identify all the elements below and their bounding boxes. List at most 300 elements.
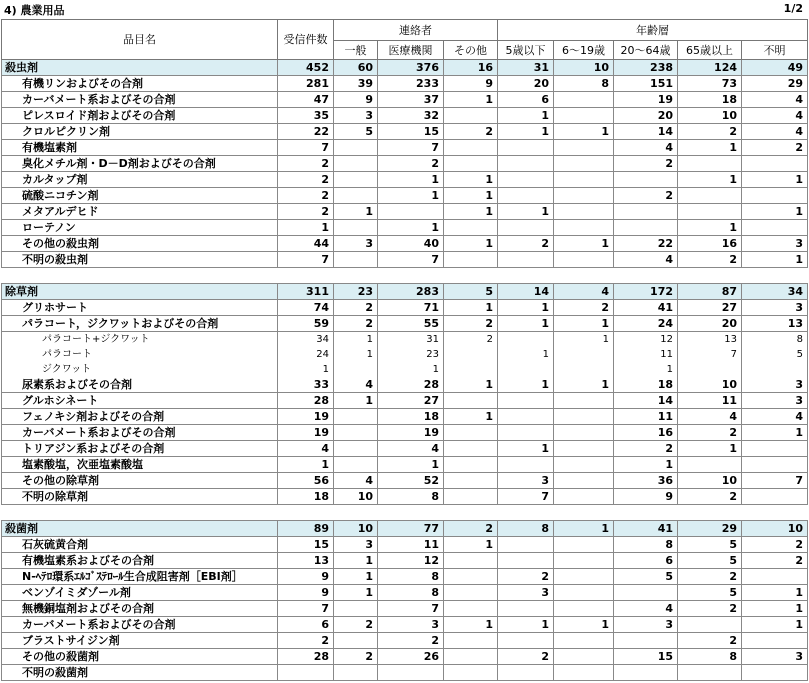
row-name: カーバメート系およびその合剤: [2, 617, 278, 633]
table-row: [2, 441, 808, 457]
row-value: 2: [614, 188, 678, 204]
row-value: 1: [378, 220, 444, 236]
row-value: [444, 252, 498, 268]
row-value: [678, 204, 742, 220]
row-name: 不明の除草剤: [2, 489, 278, 505]
row-value: [498, 457, 554, 473]
row-value: 7: [498, 489, 554, 505]
row-value: [614, 665, 678, 681]
row-name: グルホシネート: [2, 393, 278, 409]
row-value: 1: [554, 124, 614, 140]
row-value: [742, 441, 808, 457]
row-value: 233: [378, 76, 444, 92]
row-value: 22: [614, 236, 678, 252]
row-value: 44: [278, 236, 334, 252]
row-name: カーバメート系およびその合剤: [2, 425, 278, 441]
row-value: [444, 220, 498, 236]
row-value: 5: [678, 553, 742, 569]
row-value: [554, 156, 614, 172]
table-row: [2, 362, 808, 377]
row-value: 14: [498, 284, 554, 300]
col-contact-other: その他: [444, 41, 498, 60]
row-name: ジクワット: [2, 362, 278, 377]
row-value: 1: [278, 362, 334, 377]
row-value: 4: [278, 441, 334, 457]
row-value: 1: [334, 585, 378, 601]
row-value: 7: [378, 601, 444, 617]
row-value: [554, 441, 614, 457]
row-name: ブラストサイジン剤: [2, 633, 278, 649]
col-age-unknown: 不明: [742, 41, 808, 60]
row-value: 1: [742, 252, 808, 268]
spacer-row: [2, 268, 808, 284]
row-value: [554, 665, 614, 681]
row-value: [614, 633, 678, 649]
row-name: パラコート，ジクワットおよびその合剤: [2, 316, 278, 332]
row-value: 29: [678, 521, 742, 537]
row-value: 73: [678, 76, 742, 92]
row-value: 10: [742, 521, 808, 537]
row-value: 8: [378, 489, 444, 505]
row-value: 18: [378, 409, 444, 425]
row-value: 2: [334, 617, 378, 633]
row-value: 2: [278, 172, 334, 188]
row-value: 1: [742, 617, 808, 633]
row-value: [498, 188, 554, 204]
row-value: 60: [334, 60, 378, 76]
row-value: [334, 601, 378, 617]
row-value: 14: [614, 393, 678, 409]
row-value: 20: [678, 316, 742, 332]
row-value: 2: [614, 441, 678, 457]
row-value: 1: [498, 300, 554, 316]
row-value: [444, 489, 498, 505]
row-value: 8: [378, 585, 444, 601]
row-value: [498, 537, 554, 553]
row-value: [498, 425, 554, 441]
statistics-table: [1, 19, 808, 681]
row-value: 1: [444, 204, 498, 220]
row-value: 23: [334, 284, 378, 300]
row-value: 1: [334, 332, 378, 348]
row-value: 6: [278, 617, 334, 633]
row-name: 除草剤: [2, 284, 278, 300]
row-value: 3: [742, 649, 808, 665]
col-contact-medical: 医療機関: [378, 41, 444, 60]
table-row: [2, 172, 808, 188]
row-value: 2: [278, 156, 334, 172]
row-value: [444, 665, 498, 681]
row-value: 7: [278, 140, 334, 156]
row-value: 11: [378, 537, 444, 553]
row-value: 24: [278, 347, 334, 362]
row-value: 41: [614, 521, 678, 537]
row-value: [554, 393, 614, 409]
row-value: [498, 220, 554, 236]
row-value: 13: [678, 332, 742, 348]
table-row: [2, 649, 808, 665]
row-value: [554, 268, 614, 284]
row-value: [378, 204, 444, 220]
row-value: 33: [278, 377, 334, 393]
row-value: 1: [334, 204, 378, 220]
row-value: 2: [334, 649, 378, 665]
row-value: 1: [678, 220, 742, 236]
row-value: 4: [742, 92, 808, 108]
row-value: [554, 649, 614, 665]
row-value: 9: [334, 92, 378, 108]
row-value: 11: [614, 409, 678, 425]
row-name: [2, 505, 278, 521]
row-value: 7: [378, 252, 444, 268]
row-value: 32: [378, 108, 444, 124]
row-value: [742, 220, 808, 236]
table-row: [2, 108, 808, 124]
row-value: 77: [378, 521, 444, 537]
row-value: 10: [678, 377, 742, 393]
row-value: [334, 425, 378, 441]
table-row: [2, 140, 808, 156]
row-value: [554, 489, 614, 505]
row-value: [334, 505, 378, 521]
row-name: メタアルデヒド: [2, 204, 278, 220]
row-value: 2: [742, 537, 808, 553]
row-value: [554, 425, 614, 441]
row-value: 1: [334, 393, 378, 409]
row-value: [742, 505, 808, 521]
row-name: N-ﾍﾃﾛ環系ｴﾙｺﾞｽﾃﾛｰﾙ生合成阻害剤［EBI剤］: [2, 569, 278, 585]
age-group-header: 年齢層: [498, 20, 808, 41]
row-value: 41: [614, 300, 678, 316]
row-value: 7: [742, 473, 808, 489]
row-value: 16: [444, 60, 498, 76]
row-value: [554, 601, 614, 617]
row-name: パラコート: [2, 347, 278, 362]
row-value: [444, 441, 498, 457]
row-value: [554, 633, 614, 649]
row-value: 8: [614, 537, 678, 553]
col-contact-general: 一般: [334, 41, 378, 60]
row-value: [554, 585, 614, 601]
row-name: 尿素系およびその合剤: [2, 377, 278, 393]
row-value: 2: [444, 124, 498, 140]
row-value: 34: [742, 284, 808, 300]
row-value: [444, 347, 498, 362]
row-value: 1: [278, 220, 334, 236]
row-value: 16: [678, 236, 742, 252]
row-value: 27: [378, 393, 444, 409]
table-row: [2, 156, 808, 172]
row-value: [444, 505, 498, 521]
row-value: [554, 140, 614, 156]
row-value: [614, 220, 678, 236]
row-value: 7: [278, 601, 334, 617]
row-value: [678, 188, 742, 204]
row-value: 52: [378, 473, 444, 489]
row-value: 1: [444, 617, 498, 633]
row-value: 1: [554, 316, 614, 332]
row-value: 2: [278, 633, 334, 649]
row-value: 20: [614, 108, 678, 124]
row-value: [614, 505, 678, 521]
row-value: 55: [378, 316, 444, 332]
row-value: [378, 268, 444, 284]
row-value: 1: [378, 188, 444, 204]
table-row: [2, 252, 808, 268]
table-row: [2, 92, 808, 108]
row-value: 1: [498, 316, 554, 332]
row-value: 2: [678, 569, 742, 585]
row-value: 9: [278, 585, 334, 601]
row-value: [334, 665, 378, 681]
row-value: 1: [742, 204, 808, 220]
category-row: [2, 521, 808, 537]
row-value: 26: [378, 649, 444, 665]
row-value: 1: [742, 425, 808, 441]
row-value: 11: [678, 393, 742, 409]
row-value: 3: [498, 473, 554, 489]
row-value: 1: [498, 204, 554, 220]
row-value: 3: [742, 393, 808, 409]
row-name: クロルピクリン剤: [2, 124, 278, 140]
table-row: [2, 124, 808, 140]
table-body: [2, 60, 808, 681]
row-value: 1: [554, 236, 614, 252]
row-value: 4: [334, 473, 378, 489]
row-value: 15: [614, 649, 678, 665]
row-value: 452: [278, 60, 334, 76]
row-value: 1: [554, 617, 614, 633]
row-value: 56: [278, 473, 334, 489]
row-value: 49: [742, 60, 808, 76]
row-value: [498, 393, 554, 409]
row-value: 2: [378, 156, 444, 172]
row-value: [678, 505, 742, 521]
row-value: 19: [614, 92, 678, 108]
row-value: 4: [334, 377, 378, 393]
row-value: [334, 457, 378, 473]
row-value: 2: [334, 316, 378, 332]
row-value: 28: [278, 393, 334, 409]
table-row: [2, 457, 808, 473]
table-row: [2, 601, 808, 617]
row-value: [554, 505, 614, 521]
row-value: 1: [378, 172, 444, 188]
row-value: [678, 665, 742, 681]
row-value: 2: [444, 521, 498, 537]
row-value: 1: [444, 236, 498, 252]
col-name-header: 品目名: [2, 20, 278, 60]
row-name: カーバメート系およびその合剤: [2, 92, 278, 108]
row-value: 1: [742, 601, 808, 617]
row-value: 8: [742, 332, 808, 348]
row-value: [742, 569, 808, 585]
row-value: 1: [554, 521, 614, 537]
row-value: [444, 362, 498, 377]
row-value: 27: [678, 300, 742, 316]
row-value: 34: [278, 332, 334, 348]
table-row: [2, 617, 808, 633]
row-value: 151: [614, 76, 678, 92]
row-value: [554, 553, 614, 569]
row-value: 1: [378, 457, 444, 473]
row-value: 37: [378, 92, 444, 108]
row-value: 4: [614, 252, 678, 268]
row-value: 1: [444, 188, 498, 204]
category-row: [2, 60, 808, 76]
row-value: 3: [742, 236, 808, 252]
row-name: 不明の殺虫剤: [2, 252, 278, 268]
row-value: 1: [498, 108, 554, 124]
table-row: [2, 316, 808, 332]
row-value: 4: [742, 409, 808, 425]
row-value: 74: [278, 300, 334, 316]
row-value: 1: [498, 377, 554, 393]
row-value: [498, 505, 554, 521]
table-row: [2, 332, 808, 348]
col-age-20-64: 20〜64歳: [614, 41, 678, 60]
row-value: [444, 425, 498, 441]
row-value: 10: [554, 60, 614, 76]
row-value: 1: [378, 362, 444, 377]
row-value: [334, 633, 378, 649]
row-value: [498, 172, 554, 188]
row-value: 2: [678, 601, 742, 617]
row-value: [614, 585, 678, 601]
row-name: 殺虫剤: [2, 60, 278, 76]
row-name: [2, 268, 278, 284]
row-value: [278, 268, 334, 284]
row-value: [554, 108, 614, 124]
row-value: 13: [278, 553, 334, 569]
row-value: 2: [444, 332, 498, 348]
row-value: [334, 172, 378, 188]
row-value: [444, 156, 498, 172]
row-value: 3: [334, 236, 378, 252]
row-value: 10: [334, 521, 378, 537]
row-name: 有機塩素系およびその合剤: [2, 553, 278, 569]
row-value: 5: [334, 124, 378, 140]
category-row: [2, 284, 808, 300]
table-row: [2, 347, 808, 362]
row-value: 5: [614, 569, 678, 585]
row-value: [554, 220, 614, 236]
row-value: 1: [678, 172, 742, 188]
row-name: ベンゾイミダゾール剤: [2, 585, 278, 601]
row-value: 1: [444, 300, 498, 316]
row-name: その他の殺菌剤: [2, 649, 278, 665]
row-name: その他の除草剤: [2, 473, 278, 489]
row-value: 8: [378, 569, 444, 585]
row-value: 1: [614, 362, 678, 377]
row-value: 14: [614, 124, 678, 140]
row-value: 24: [614, 316, 678, 332]
row-value: 4: [378, 441, 444, 457]
row-value: [554, 204, 614, 220]
row-value: 87: [678, 284, 742, 300]
row-value: 281: [278, 76, 334, 92]
row-value: [334, 362, 378, 377]
row-value: [334, 140, 378, 156]
row-value: [498, 409, 554, 425]
row-value: 2: [678, 252, 742, 268]
row-value: [742, 665, 808, 681]
row-value: [498, 332, 554, 348]
row-value: 39: [334, 76, 378, 92]
row-value: [498, 633, 554, 649]
row-value: [498, 252, 554, 268]
row-name: 臭化メチル剤・D－D剤およびその合剤: [2, 156, 278, 172]
row-value: [554, 457, 614, 473]
row-name: その他の殺虫剤: [2, 236, 278, 252]
row-value: 12: [614, 332, 678, 348]
table-row: [2, 409, 808, 425]
row-name: ローテノン: [2, 220, 278, 236]
row-value: [554, 188, 614, 204]
row-value: [378, 505, 444, 521]
row-value: [498, 665, 554, 681]
page-title: 4) 農業用品: [4, 4, 65, 17]
row-value: [554, 362, 614, 377]
row-value: 1: [444, 537, 498, 553]
row-value: [334, 409, 378, 425]
row-value: 1: [334, 569, 378, 585]
row-value: 2: [742, 553, 808, 569]
row-name: 石灰硫黄合剤: [2, 537, 278, 553]
row-value: [498, 268, 554, 284]
row-value: 1: [678, 140, 742, 156]
row-value: 124: [678, 60, 742, 76]
row-name: カルタップ剤: [2, 172, 278, 188]
row-value: 1: [498, 617, 554, 633]
row-value: [334, 268, 378, 284]
row-value: [378, 665, 444, 681]
row-value: [678, 156, 742, 172]
row-value: 2: [678, 124, 742, 140]
row-value: 20: [498, 76, 554, 92]
row-value: 19: [278, 425, 334, 441]
row-value: [498, 362, 554, 377]
row-value: 2: [498, 649, 554, 665]
row-value: 18: [614, 377, 678, 393]
table-row: [2, 585, 808, 601]
row-value: 4: [614, 601, 678, 617]
table-header: [2, 20, 808, 60]
page-number: 1/2: [783, 2, 803, 15]
row-value: 2: [444, 316, 498, 332]
row-value: 4: [742, 124, 808, 140]
row-value: 10: [678, 108, 742, 124]
row-value: [742, 362, 808, 377]
row-value: 2: [554, 300, 614, 316]
table-row: [2, 188, 808, 204]
row-value: 238: [614, 60, 678, 76]
row-value: [278, 665, 334, 681]
row-value: [444, 601, 498, 617]
table-row: [2, 393, 808, 409]
row-value: [614, 204, 678, 220]
row-name: 殺菌剤: [2, 521, 278, 537]
row-value: 3: [742, 377, 808, 393]
row-value: 3: [742, 300, 808, 316]
row-value: [444, 649, 498, 665]
row-value: 16: [614, 425, 678, 441]
col-age-65plus: 65歳以上: [678, 41, 742, 60]
row-value: 6: [614, 553, 678, 569]
row-value: 2: [378, 633, 444, 649]
row-value: [554, 537, 614, 553]
row-value: 1: [444, 409, 498, 425]
